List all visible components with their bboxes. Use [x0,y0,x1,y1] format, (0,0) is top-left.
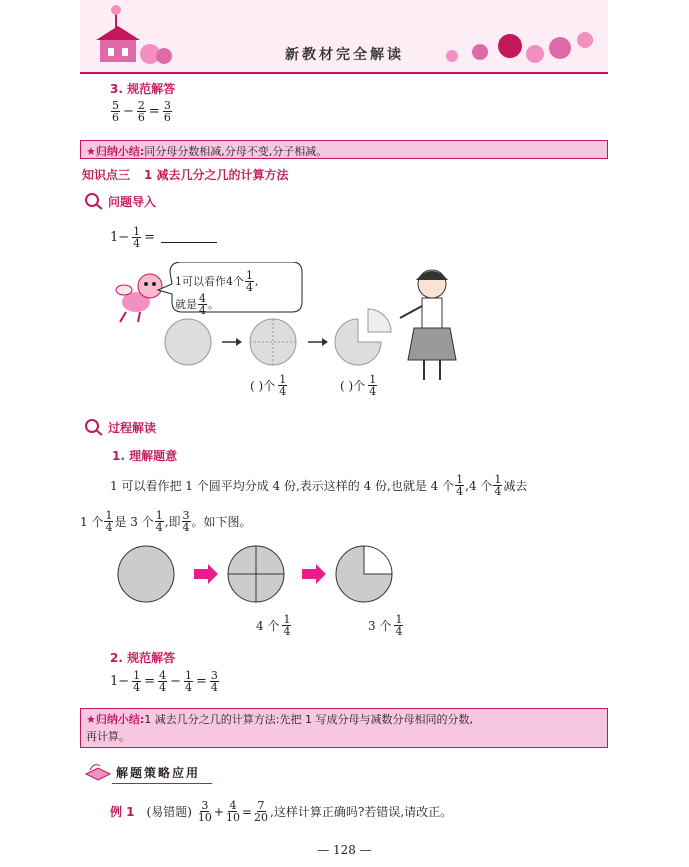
intro-blank-label: ( )个 $\frac{1}{4}$ [340,373,377,398]
magnifier-icon [84,418,104,436]
whole-circle [118,546,174,602]
intro-illustration [110,262,470,402]
fraction: $\frac{1}{4}$ [133,225,141,250]
section-heading-strategy: 解题策略应用 [116,766,201,780]
fraction: $\frac{1}{4}$ [494,473,502,498]
fraction: $\frac{1}{4}$ [155,509,163,534]
quartered-circle [250,319,296,365]
fraction: $\frac{2}{6}$ [137,99,145,124]
fraction: $\frac{5}{6}$ [112,99,119,124]
fraction: $\frac{1}{4}$ [456,473,464,498]
three-quarter-circle [336,546,392,602]
fraction: $\frac{1}{4}$ [133,669,141,694]
step-heading: 2. 规范解答 [110,651,176,665]
fraction: $\frac{4}{4}$ [159,669,167,694]
fraction: $\frac{3}{4}$ [182,509,190,534]
page-number: — 128 — [317,843,372,857]
heading-underline [112,783,212,784]
header-title: 新教材完全解读 [285,47,404,63]
explanation-paragraph: 1 可以看作把 1 个圆平均分成 4 份,表示这样的 4 份,也就是 4 个 $\frac{1}{4}$ ,4 个 $\frac{1}{4}$ 减去 [110,473,528,498]
bee-character-icon [116,274,162,322]
three-quarter-circle [335,309,391,365]
fraction: $\frac{1}{4}$ [395,613,403,638]
process-illustration [110,540,410,610]
fraction: $\frac{4}{10}$ [225,799,240,824]
figure-caption: 3 个 $\frac{1}{4}$ [368,613,403,638]
knowledge-point-title: 知识点三 1 减去几分之几的计算方法 [82,168,289,182]
fraction: $\frac{3}{4}$ [210,669,218,694]
section-heading-intro: 问题导入 [108,195,157,209]
fraction: $\frac{3}{10}$ [197,799,212,824]
subtraction-expression: 1− $\frac{1}{4}$ = $\frac{4}{4}$ − $\frac{1}{4}$ = $\frac{3}{4}$ [110,669,218,694]
example-question: 例 1 (易错题) $\frac{3}{10}$ + $\frac{4}{10}$ = $\frac{7}{20}$ ,这样计算正确吗?若错误,请改正。 [110,799,453,824]
fraction: $\frac{7}{20}$ [254,799,269,824]
fraction: $\frac{1}{4}$ [279,373,287,398]
fraction: $\frac{1}{4}$ [283,613,291,638]
arrow-right-icon [194,564,218,584]
summary-box: ★归纳小结:1 减去几分之几的计算方法:先把 1 写成分母与减数分母相同的分数, 再计算。 [80,708,608,748]
quartered-circle [228,546,284,602]
header-rule [80,72,608,74]
subtraction-expression: $\frac{5}{6}$ − $\frac{2}{6}$ = $\frac{3}{6}$ [112,99,171,124]
answer-blank [161,241,217,243]
fraction: $\frac{1}{4}$ [184,669,192,694]
step-heading: 1. 理解题意 [112,449,178,463]
whole-circle [165,319,211,365]
explanation-paragraph: 1 个 $\frac{1}{4}$ 是 3 个 $\frac{1}{4}$ ,即 $\frac{3}{4}$ 。如下图。 [80,509,252,534]
intro-expression: 1− $\frac{1}{4}$ = [110,226,217,249]
fraction: $\frac{1}{4}$ [369,373,377,398]
section-heading-process: 过程解读 [108,421,157,435]
figure-caption: 4 个 $\frac{1}{4}$ [256,613,291,638]
fraction: $\frac{1}{4}$ [105,509,113,534]
fraction: $\frac{4}{4}$ [199,292,206,317]
girl-character-icon [400,270,456,380]
fraction: $\frac{1}{4}$ [246,269,253,294]
intro-blank-label: ( )个 $\frac{1}{4}$ [250,373,287,398]
speech-bubble-text: 1可以看作4个 $\frac{1}{4}$ , 就是 $\frac{4}{4}$ 。 [175,269,259,317]
summary-box: ★归纳小结:同分母分数相减,分母不变,分子相减。 [80,140,608,159]
fraction: $\frac{3}{6}$ [163,99,171,124]
arrow-right-icon [302,564,326,584]
book-icon [84,760,112,782]
section-heading-standard-answer: 3. 规范解答 [110,82,176,96]
magnifier-icon [84,192,104,210]
